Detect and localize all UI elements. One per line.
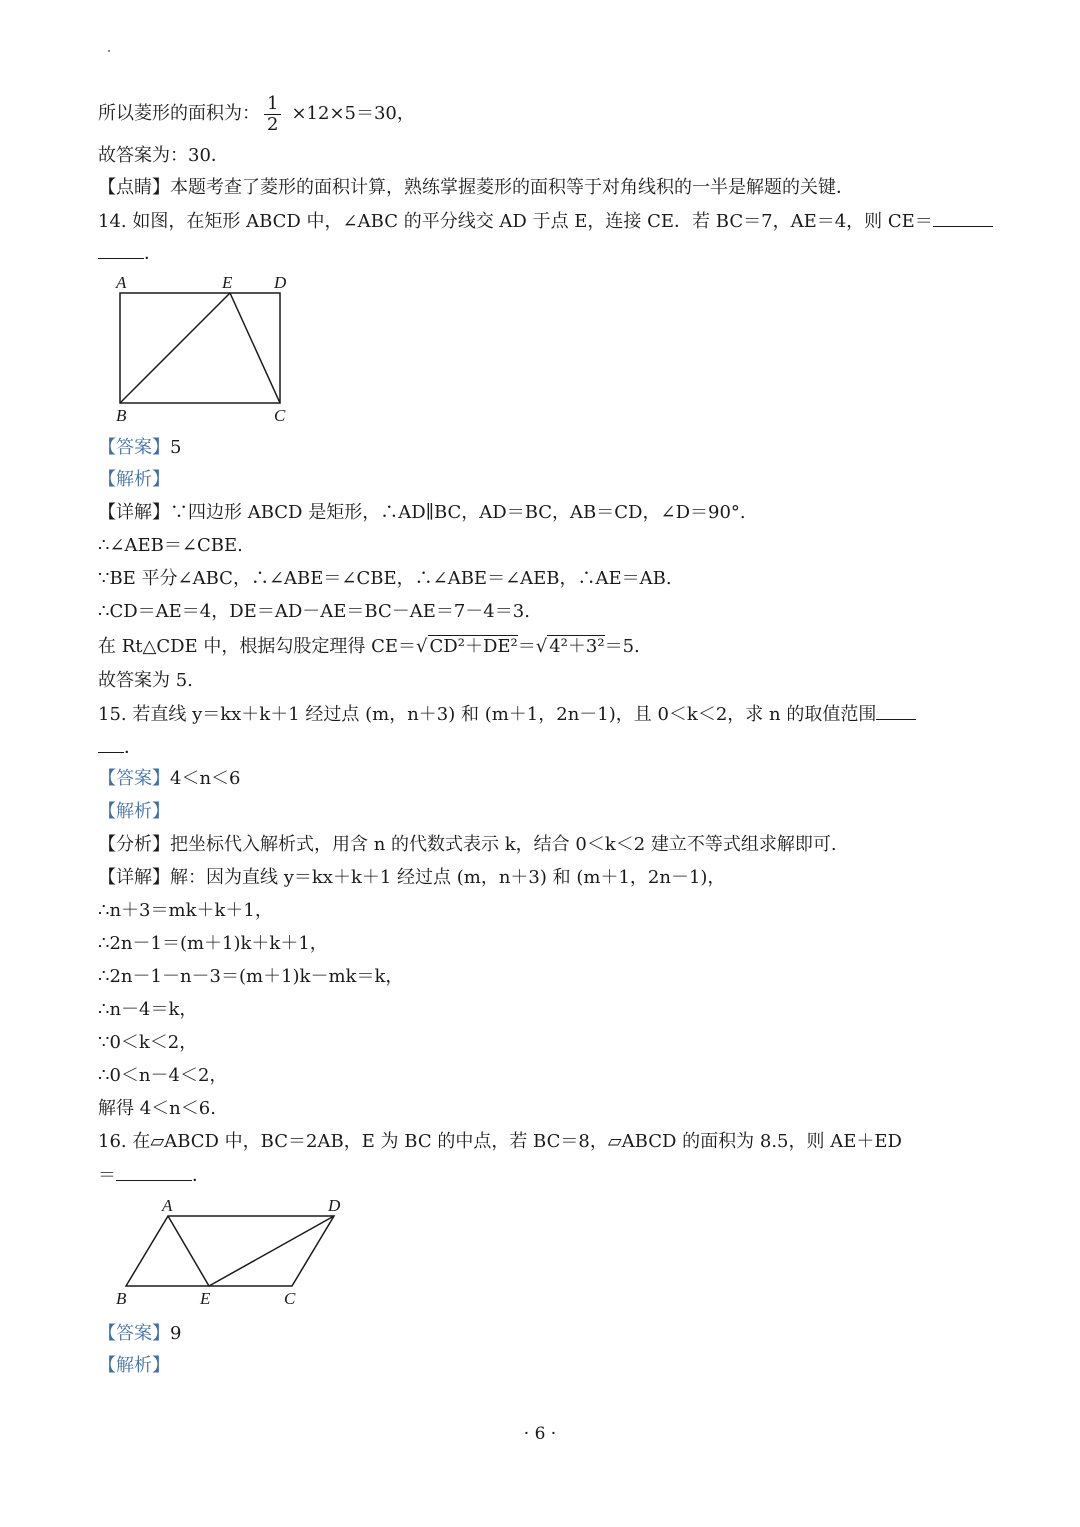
label-A: A	[116, 273, 127, 292]
answer-30: 故答案为：30．	[98, 145, 229, 166]
page-number: · 6 ·	[523, 1424, 557, 1444]
q14-jiexi: 【解析】	[98, 469, 170, 490]
q14-detail-2: ∴∠AEB＝∠CBE.	[98, 535, 243, 556]
parallelogram-figure-16	[106, 1192, 356, 1310]
rectangle-figure-14	[106, 268, 306, 428]
answer-blank[interactable]	[876, 701, 916, 720]
q15-step-6: ∴0＜n－4＜2，	[98, 1065, 228, 1086]
q14-detail-4: ∴CD＝AE＝4，DE＝AD－AE＝BC－AE＝7－4＝3.	[98, 601, 530, 622]
q16-answer: 【答案】9	[98, 1323, 182, 1344]
dianjing-line: 【点睛】本题考查了菱形的面积计算，熟练掌握菱形的面积等于对角线积的一半是解题的关键．	[98, 177, 854, 198]
label-B: B	[116, 406, 127, 425]
q15-detail: 【详解】解：因为直线 y＝kx＋k＋1 经过点 (m，n＋3) 和 (m＋1，2n－1)，	[98, 867, 726, 888]
label-A: A	[162, 1196, 173, 1215]
q15-step-5: ∵0＜k＜2，	[98, 1032, 198, 1053]
question-15: 15. 若直线 y＝kx＋k＋1 经过点 (m，n＋3) 和 (m＋1，2n－1)，且 0＜k＜2，求 n 的取值范围	[98, 701, 916, 728]
q15-step-7: 解得 4＜n＜6.	[98, 1098, 216, 1119]
scan-speck	[108, 50, 110, 52]
question-15-blank-end: ．	[98, 734, 142, 761]
label-E: E	[222, 273, 233, 292]
label-C: C	[274, 406, 286, 425]
q16-jiexi: 【解析】	[98, 1355, 170, 1376]
label-D: D	[274, 273, 287, 292]
label-D: D	[328, 1196, 341, 1215]
label-E: E	[200, 1289, 211, 1308]
q15-answer: 【答案】4＜n＜6	[98, 768, 241, 789]
answer-blank[interactable]	[933, 208, 993, 227]
question-16-line-2: ＝ ．	[98, 1162, 210, 1189]
q14-detail-3: ∵BE 平分∠ABC，∴∠ABE＝∠CBE，∴∠ABE＝∠AEB，∴AE＝AB.	[98, 568, 672, 589]
q15-step-4: ∴n－4＝k，	[98, 999, 198, 1020]
label-C: C	[284, 1289, 296, 1308]
answer-blank[interactable]	[98, 240, 144, 259]
q14-detail-6: 故答案为 5.	[98, 670, 193, 691]
q14-detail-1: 【详解】∵四边形 ABCD 是矩形，∴AD∥BC，AD＝BC，AB＝CD，∠D＝90°.	[98, 502, 746, 523]
question-14-blank-end: ．	[98, 240, 162, 267]
rhombus-area-line: 所以菱形的面积为： $\frac{1}{2}$ ×12×5＝30，	[98, 92, 415, 135]
q15-jiexi: 【解析】	[98, 801, 170, 822]
q14-answer: 【答案】5	[98, 437, 182, 458]
q15-analysis: 【分析】把坐标代入解析式，用含 n 的代数式表示 k，结合 0＜k＜2 建立不等式组求解即可.	[98, 834, 837, 855]
fraction-half: $\frac{1}{2}$	[264, 94, 281, 135]
question-14: 14. 如图，在矩形 ABCD 中，∠ABC 的平分线交 AD 于点 E，连接 CE．若 BC＝7，AE＝4，则 CE＝	[98, 208, 993, 235]
q15-step-2: ∴2n－1＝(m＋1)k＋k＋1，	[98, 933, 328, 954]
label-B: B	[116, 1289, 127, 1308]
q15-step-3: ∴2n－1－n－3＝(m＋1)k－mk＝k，	[98, 966, 404, 987]
question-16: 16. 在▱ABCD 中，BC＝2AB，E 为 BC 的中点，若 BC＝8，▱ABCD 的面积为 8.5，则 AE＋ED	[98, 1131, 902, 1152]
answer-blank[interactable]	[98, 734, 124, 753]
q15-step-1: ∴n＋3＝mk＋k＋1，	[98, 900, 273, 921]
answer-blank[interactable]	[116, 1162, 192, 1181]
q14-detail-5: 在 Rt△CDE 中，根据勾股定理得 CE＝√ CD²＋DE²＝√ 4²＋3²＝5.	[98, 636, 640, 657]
